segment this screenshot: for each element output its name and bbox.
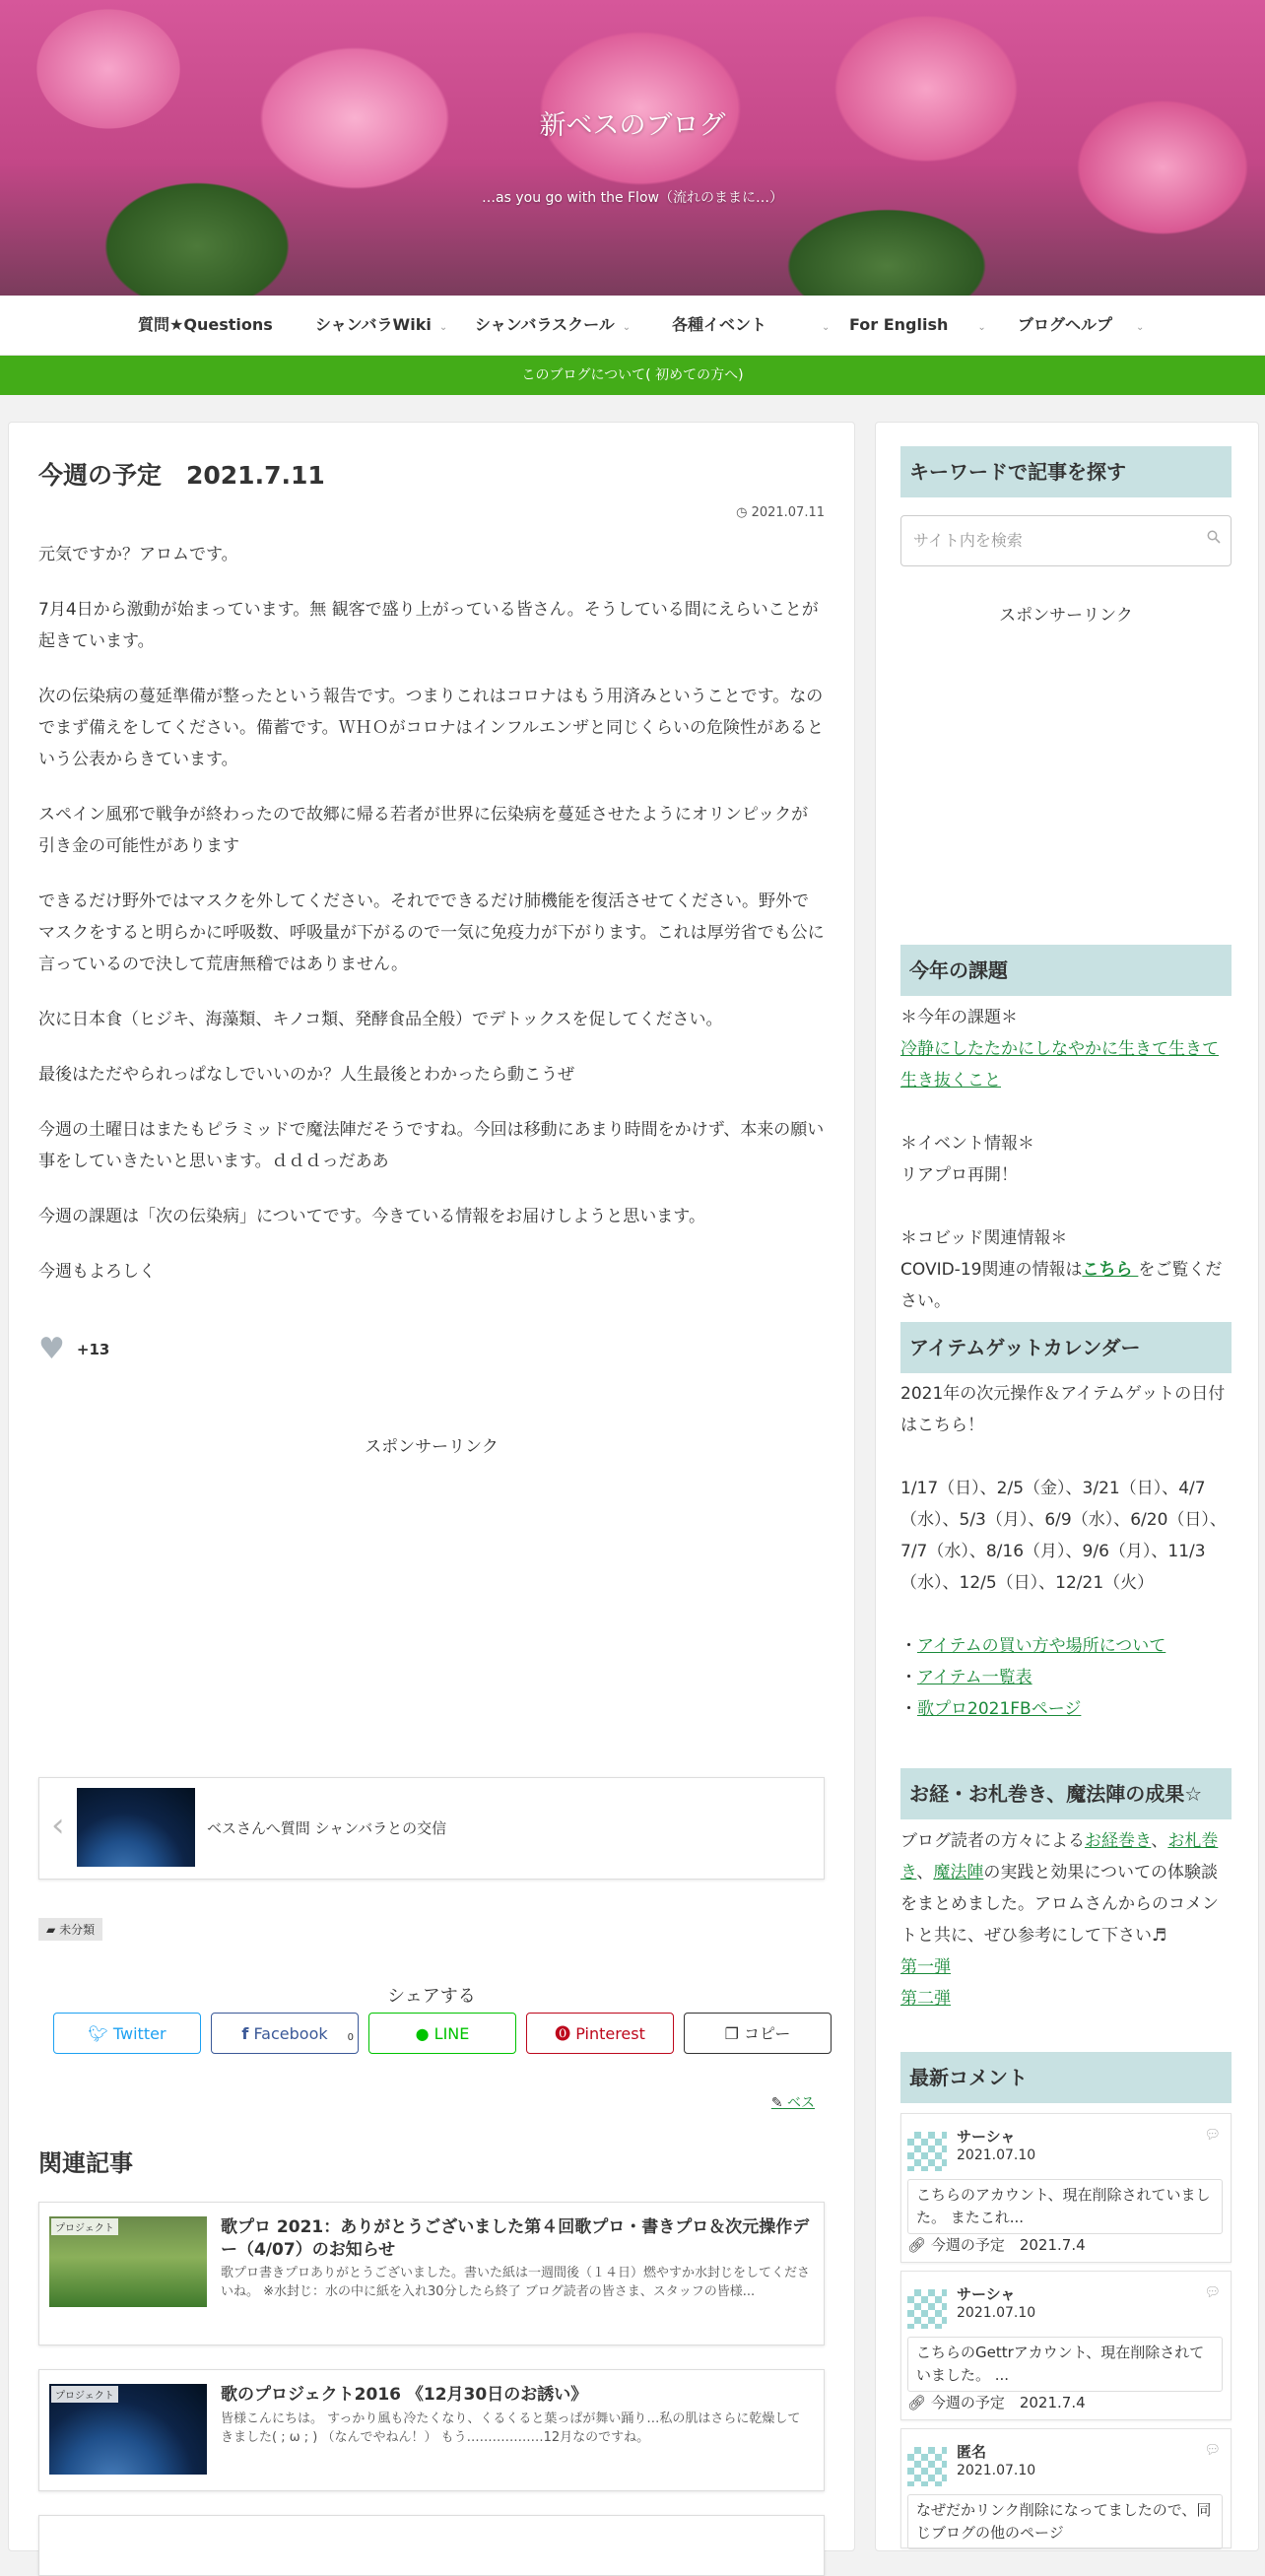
share-twitter-button[interactable] bbox=[53, 2013, 201, 2054]
sidebar bbox=[875, 422, 1259, 2551]
avatar bbox=[907, 2289, 947, 2329]
item-link-howto[interactable]: アイテムの買い方や場所について bbox=[917, 1636, 1166, 1656]
twitter-icon: 🐦︎ bbox=[88, 2024, 108, 2043]
heart-icon[interactable]: ♥ bbox=[38, 1332, 65, 1366]
prev-post-card[interactable] bbox=[38, 1777, 825, 1880]
author-name: ベス bbox=[787, 2095, 815, 2111]
item-link-row: ・アイテム一覧表 bbox=[900, 1668, 1032, 1687]
widget-heading-item bbox=[900, 1322, 1232, 1373]
search-placeholder: サイト内を検索 bbox=[913, 531, 1023, 550]
okyou-pre: ブログ読者の方々による bbox=[900, 1831, 1085, 1851]
share-pinterest-label: Pinterest bbox=[575, 2024, 645, 2043]
kadai-widget bbox=[900, 1002, 1232, 1317]
like-count: +13 bbox=[76, 1341, 110, 1358]
comment-text: こちらのアカウント、現在削除されていました。 またこれ... bbox=[907, 2179, 1223, 2234]
paragraph: できるだけ野外ではマスクを外してください。それでできるだけ肺機能を復活させてください。野外でマスクをすると明らかに呼吸数、呼吸量が下がるので一気に免疫力が下がります。これは厚労省でも公に言っているので決して荒唐無稽ではありません。 bbox=[38, 892, 825, 974]
widget-heading-search: キーワードで記事を探す bbox=[900, 446, 1232, 497]
related-badge: プロジェクト bbox=[51, 2386, 118, 2403]
paragraph: 7月4日から激動が始まっています。無 観客で盛り上がっている皆さん。そうしている間にえらいことが起きています。 bbox=[38, 600, 819, 651]
related-title: 歌のプロジェクト2016 《12月30日のお誘い》 bbox=[221, 2385, 588, 2405]
okyou-post: の実践と効果についての体験談をまとめました。アロムさんからのコメントと共に、ぜひ参考にして下さい♬ bbox=[900, 1863, 1219, 1946]
comment-author: サーシャ bbox=[957, 2128, 1016, 2146]
item-link-row: ・アイテムの買い方や場所について bbox=[900, 1636, 1166, 1656]
nav-item-help[interactable] bbox=[1018, 296, 1144, 355]
okyou-vol2-link[interactable]: 第二弾 bbox=[900, 1989, 951, 2009]
chevron-down-icon: ⌄ bbox=[1136, 322, 1145, 333]
comment-author: サーシャ bbox=[957, 2285, 1016, 2303]
comment-bubble-icon: 💬︎ bbox=[1204, 2285, 1221, 2300]
nav-item-questions[interactable] bbox=[138, 296, 273, 355]
widget-heading-okyou: お経・お札巻き、魔法陣の成果☆ bbox=[900, 1768, 1232, 1819]
link-icon: 🔗︎ bbox=[907, 2394, 927, 2411]
okyou-sep: 、 bbox=[916, 1863, 934, 1882]
okyou-text bbox=[900, 1825, 1232, 1951]
kadai-label: ＊今年の課題＊ bbox=[900, 1008, 1018, 1027]
category-badge[interactable] bbox=[38, 1918, 102, 1941]
related-card[interactable] bbox=[38, 2202, 825, 2345]
comment-date: 2021.07.10 bbox=[957, 2147, 1036, 2163]
site-description: …as you go with the Flow（流れのままに…） bbox=[482, 190, 783, 206]
notice-label: このブログについて( 初めての方へ) bbox=[521, 367, 744, 383]
chevron-down-icon: ⌄ bbox=[438, 322, 448, 333]
paragraph: スペイン風邪で戦争が終わったので故郷に帰る若者が世界に伝染病を蔓延させたようにオリンピックが引き金の可能性があります bbox=[38, 805, 809, 856]
okyou-sep: 、 bbox=[1151, 1831, 1168, 1851]
nav-item-label: シャンバラWiki bbox=[315, 315, 432, 334]
search-input[interactable] bbox=[900, 515, 1232, 566]
event-label: ＊イベント情報＊ bbox=[900, 1134, 1034, 1154]
share-facebook-count: 0 bbox=[347, 2032, 354, 2043]
comment-post-title: 今週の予定 2021.7.4 bbox=[930, 2394, 1086, 2411]
comment-post-title: 今週の予定 2021.7.4 bbox=[930, 2236, 1086, 2254]
covid-label: ＊コビッド関連情報＊ bbox=[900, 1228, 1068, 1248]
related-snippet: 皆様こんにちは。 すっかり風も冷たくなり、くるくると葉っぱが舞い踊り…私の肌はさらに乾燥してきました( ; ω ; ) （なんでやねん！） もう………………12月なのですね。 bbox=[221, 2411, 801, 2445]
chevron-down-icon: ⌄ bbox=[622, 322, 632, 333]
paragraph: 今週の課題は「次の伝染病」についてです。今きている情報をお届けしようと思います。 bbox=[38, 1207, 705, 1226]
okyou-link-fuda[interactable]: お札巻き bbox=[900, 1831, 1219, 1882]
okyou-link-kyou[interactable]: お経巻き bbox=[1085, 1831, 1152, 1851]
link-icon: 🔗︎ bbox=[907, 2236, 927, 2254]
chevron-left-icon: ‹ bbox=[51, 1806, 65, 1845]
category-label: 未分類 bbox=[59, 1923, 96, 1937]
nav-item-events[interactable] bbox=[672, 296, 830, 355]
comment-post[interactable] bbox=[907, 2234, 1086, 2255]
item-link-list[interactable]: アイテム一覧表 bbox=[917, 1668, 1032, 1687]
share-facebook-label: Facebook bbox=[253, 2024, 328, 2043]
share-twitter-label: Twitter bbox=[112, 2024, 166, 2043]
main-content bbox=[8, 422, 855, 2551]
share-copy-button[interactable] bbox=[684, 2013, 832, 2054]
site-title[interactable]: 新ベスのブログ bbox=[539, 110, 726, 141]
author-link[interactable] bbox=[771, 2092, 815, 2112]
share-line-button[interactable] bbox=[368, 2013, 516, 2054]
paragraph: 最後はただやられっぱなしでいいのか？人生最後とわかったら動こうぜ bbox=[38, 1065, 574, 1085]
pinterest-icon: ⓿ bbox=[555, 2024, 571, 2043]
related-heading: 関連記事 bbox=[38, 2149, 133, 2177]
folder-icon: ▰ bbox=[46, 1923, 56, 1937]
share-line-label: LINE bbox=[433, 2024, 470, 2043]
related-snippet: 歌プロ書きプロありがとうございました。書いた紙は一週間後（１４日）燃やすか水封じをしてくださいね。 ※水封じ：水の中に紙を入れ30分したら終了 ブログ読者の皆さま、スタッフの皆様... bbox=[221, 2266, 811, 2299]
paragraph: 今週もよろしく bbox=[38, 1262, 156, 1282]
covid-pre: COVID-19関連の情報は bbox=[900, 1260, 1083, 1280]
share-copy-label: コピー bbox=[744, 2024, 791, 2043]
global-nav bbox=[0, 296, 1265, 356]
comment-card[interactable] bbox=[900, 2113, 1232, 2263]
sponsor-link-label: スポンサーリンク bbox=[365, 1437, 499, 1457]
item-dates: 1/17（日）、2/5（金）、3/21（日）、4/7（水）、5/3（月）、6/9（水）、6/20（日）、7/7（水）、8/16（月）、9/6（月）、11/3（水）、12/5（日）、12/21（火） bbox=[900, 1479, 1227, 1593]
paragraph: 次の伝染病の蔓延準備が整ったという報告です。つまりこれはコロナはもう用済みということです。なのでまず備えをしてください。備蓄です。ＷＨＯがコロナはインフルエンザと同じくらいの危険性があるという公表からきています。 bbox=[38, 687, 824, 769]
nav-item-label: For English bbox=[849, 315, 949, 334]
related-card[interactable] bbox=[38, 2515, 825, 2576]
comment-text: こちらのGettrアカウント、現在削除されていました。 ... bbox=[907, 2337, 1223, 2392]
chevron-down-icon: ⌄ bbox=[977, 322, 986, 333]
nav-item-english[interactable] bbox=[849, 296, 986, 355]
comment-bubble-icon: 💬︎ bbox=[1204, 2443, 1221, 2458]
pencil-icon: ✎ bbox=[770, 2095, 783, 2111]
covid-post: をご覧ください。 bbox=[900, 1260, 1223, 1311]
prev-post-thumbnail bbox=[77, 1788, 195, 1867]
item-head-label: アイテムゲットカレンダー bbox=[909, 1336, 1141, 1359]
okyou-vol1-link[interactable]: 第一弾 bbox=[900, 1957, 951, 1977]
header-banner bbox=[0, 0, 1265, 296]
okyou-link-mahoujin[interactable]: 魔法陣 bbox=[933, 1863, 984, 1882]
paragraph: 今週の土曜日はまたもピラミッドで魔法陣だそうですね。今回は移動にあまり時間をかけず、本来の願い事をしていきたいと思います。ｄｄｄっだああ bbox=[38, 1120, 825, 1171]
comment-post[interactable] bbox=[907, 2392, 1086, 2412]
widget-heading-kadai: 今年の課題 bbox=[900, 945, 1232, 996]
avatar bbox=[907, 2447, 947, 2486]
copy-icon: ❐ bbox=[724, 2024, 739, 2043]
comment-author: 匿名 bbox=[957, 2443, 987, 2461]
like-widget bbox=[38, 1332, 110, 1366]
item-widget bbox=[900, 1378, 1232, 1725]
entry-title: 今週の予定 2021.7.11 bbox=[38, 461, 325, 490]
item-link-fb[interactable]: 歌プロ2021FBページ bbox=[917, 1699, 1082, 1719]
related-card[interactable] bbox=[38, 2369, 825, 2491]
related-title: 歌プロ 2021：ありがとうございました第４回歌プロ・書きプロ＆次元操作デー（4/07）のお知らせ bbox=[221, 2217, 810, 2260]
covid-text bbox=[900, 1254, 1232, 1317]
widget-heading-comments: 最新コメント bbox=[900, 2052, 1232, 2103]
item-intro: 2021年の次元操作＆アイテムゲットの日付はこちら！ bbox=[900, 1384, 1226, 1435]
share-title: シェアする bbox=[387, 1986, 476, 2007]
entry-body bbox=[38, 539, 825, 1311]
post-date bbox=[736, 505, 825, 520]
paragraph: 元気ですか？アロムです。 bbox=[38, 545, 238, 564]
comment-date: 2021.07.10 bbox=[957, 2463, 1036, 2478]
comment-bubble-icon: 💬︎ bbox=[1204, 2128, 1221, 2143]
comment-card[interactable] bbox=[900, 2428, 1232, 2548]
share-pinterest-button[interactable] bbox=[526, 2013, 674, 2054]
notice-bar[interactable] bbox=[0, 356, 1265, 395]
okyou-widget bbox=[900, 1825, 1232, 2015]
comment-text: なぜだかリンク削除になってましたので、同じブログの他のページ bbox=[907, 2494, 1223, 2549]
paragraph: 次に日本食（ヒジキ、海藻類、キノコ類、発酵食品全般）でデトックスを促してください。 bbox=[38, 1010, 723, 1029]
nav-item-wiki[interactable] bbox=[315, 296, 447, 355]
related-badge: プロジェクト bbox=[51, 2218, 118, 2235]
chevron-down-icon: ⌄ bbox=[822, 322, 831, 333]
nav-item-label: 各種イベント bbox=[672, 315, 767, 334]
avatar bbox=[907, 2132, 947, 2171]
covid-link[interactable]: こちら bbox=[1082, 1260, 1139, 1280]
nav-item-label: シャンバラスクール bbox=[475, 315, 615, 334]
sidebar-sponsor-label: スポンサーリンク bbox=[999, 606, 1133, 626]
search-icon[interactable] bbox=[1207, 530, 1221, 544]
line-icon: ● bbox=[415, 2024, 430, 2043]
clock-icon: ◷ bbox=[736, 505, 748, 520]
post-date-value: 2021.07.11 bbox=[751, 505, 825, 520]
kadai-link[interactable]: 冷静にしたたかにしなやかに生きて生きて生き抜くこと bbox=[900, 1039, 1219, 1090]
nav-item-school[interactable] bbox=[475, 296, 631, 355]
facebook-icon: f bbox=[241, 2024, 249, 2043]
comment-date: 2021.07.10 bbox=[957, 2305, 1036, 2321]
comment-card[interactable] bbox=[900, 2271, 1232, 2420]
item-link-row: ・歌プロ2021FBページ bbox=[900, 1699, 1082, 1719]
nav-item-label: 質問★Questions bbox=[138, 315, 273, 334]
prev-post-title: ベスさんへ質問 シャンバラとの交信 bbox=[207, 1819, 447, 1837]
share-facebook-button[interactable] bbox=[211, 2013, 359, 2054]
event-text: リアプロ再開！ bbox=[900, 1165, 1018, 1185]
nav-item-label: ブログヘルプ bbox=[1018, 315, 1113, 334]
